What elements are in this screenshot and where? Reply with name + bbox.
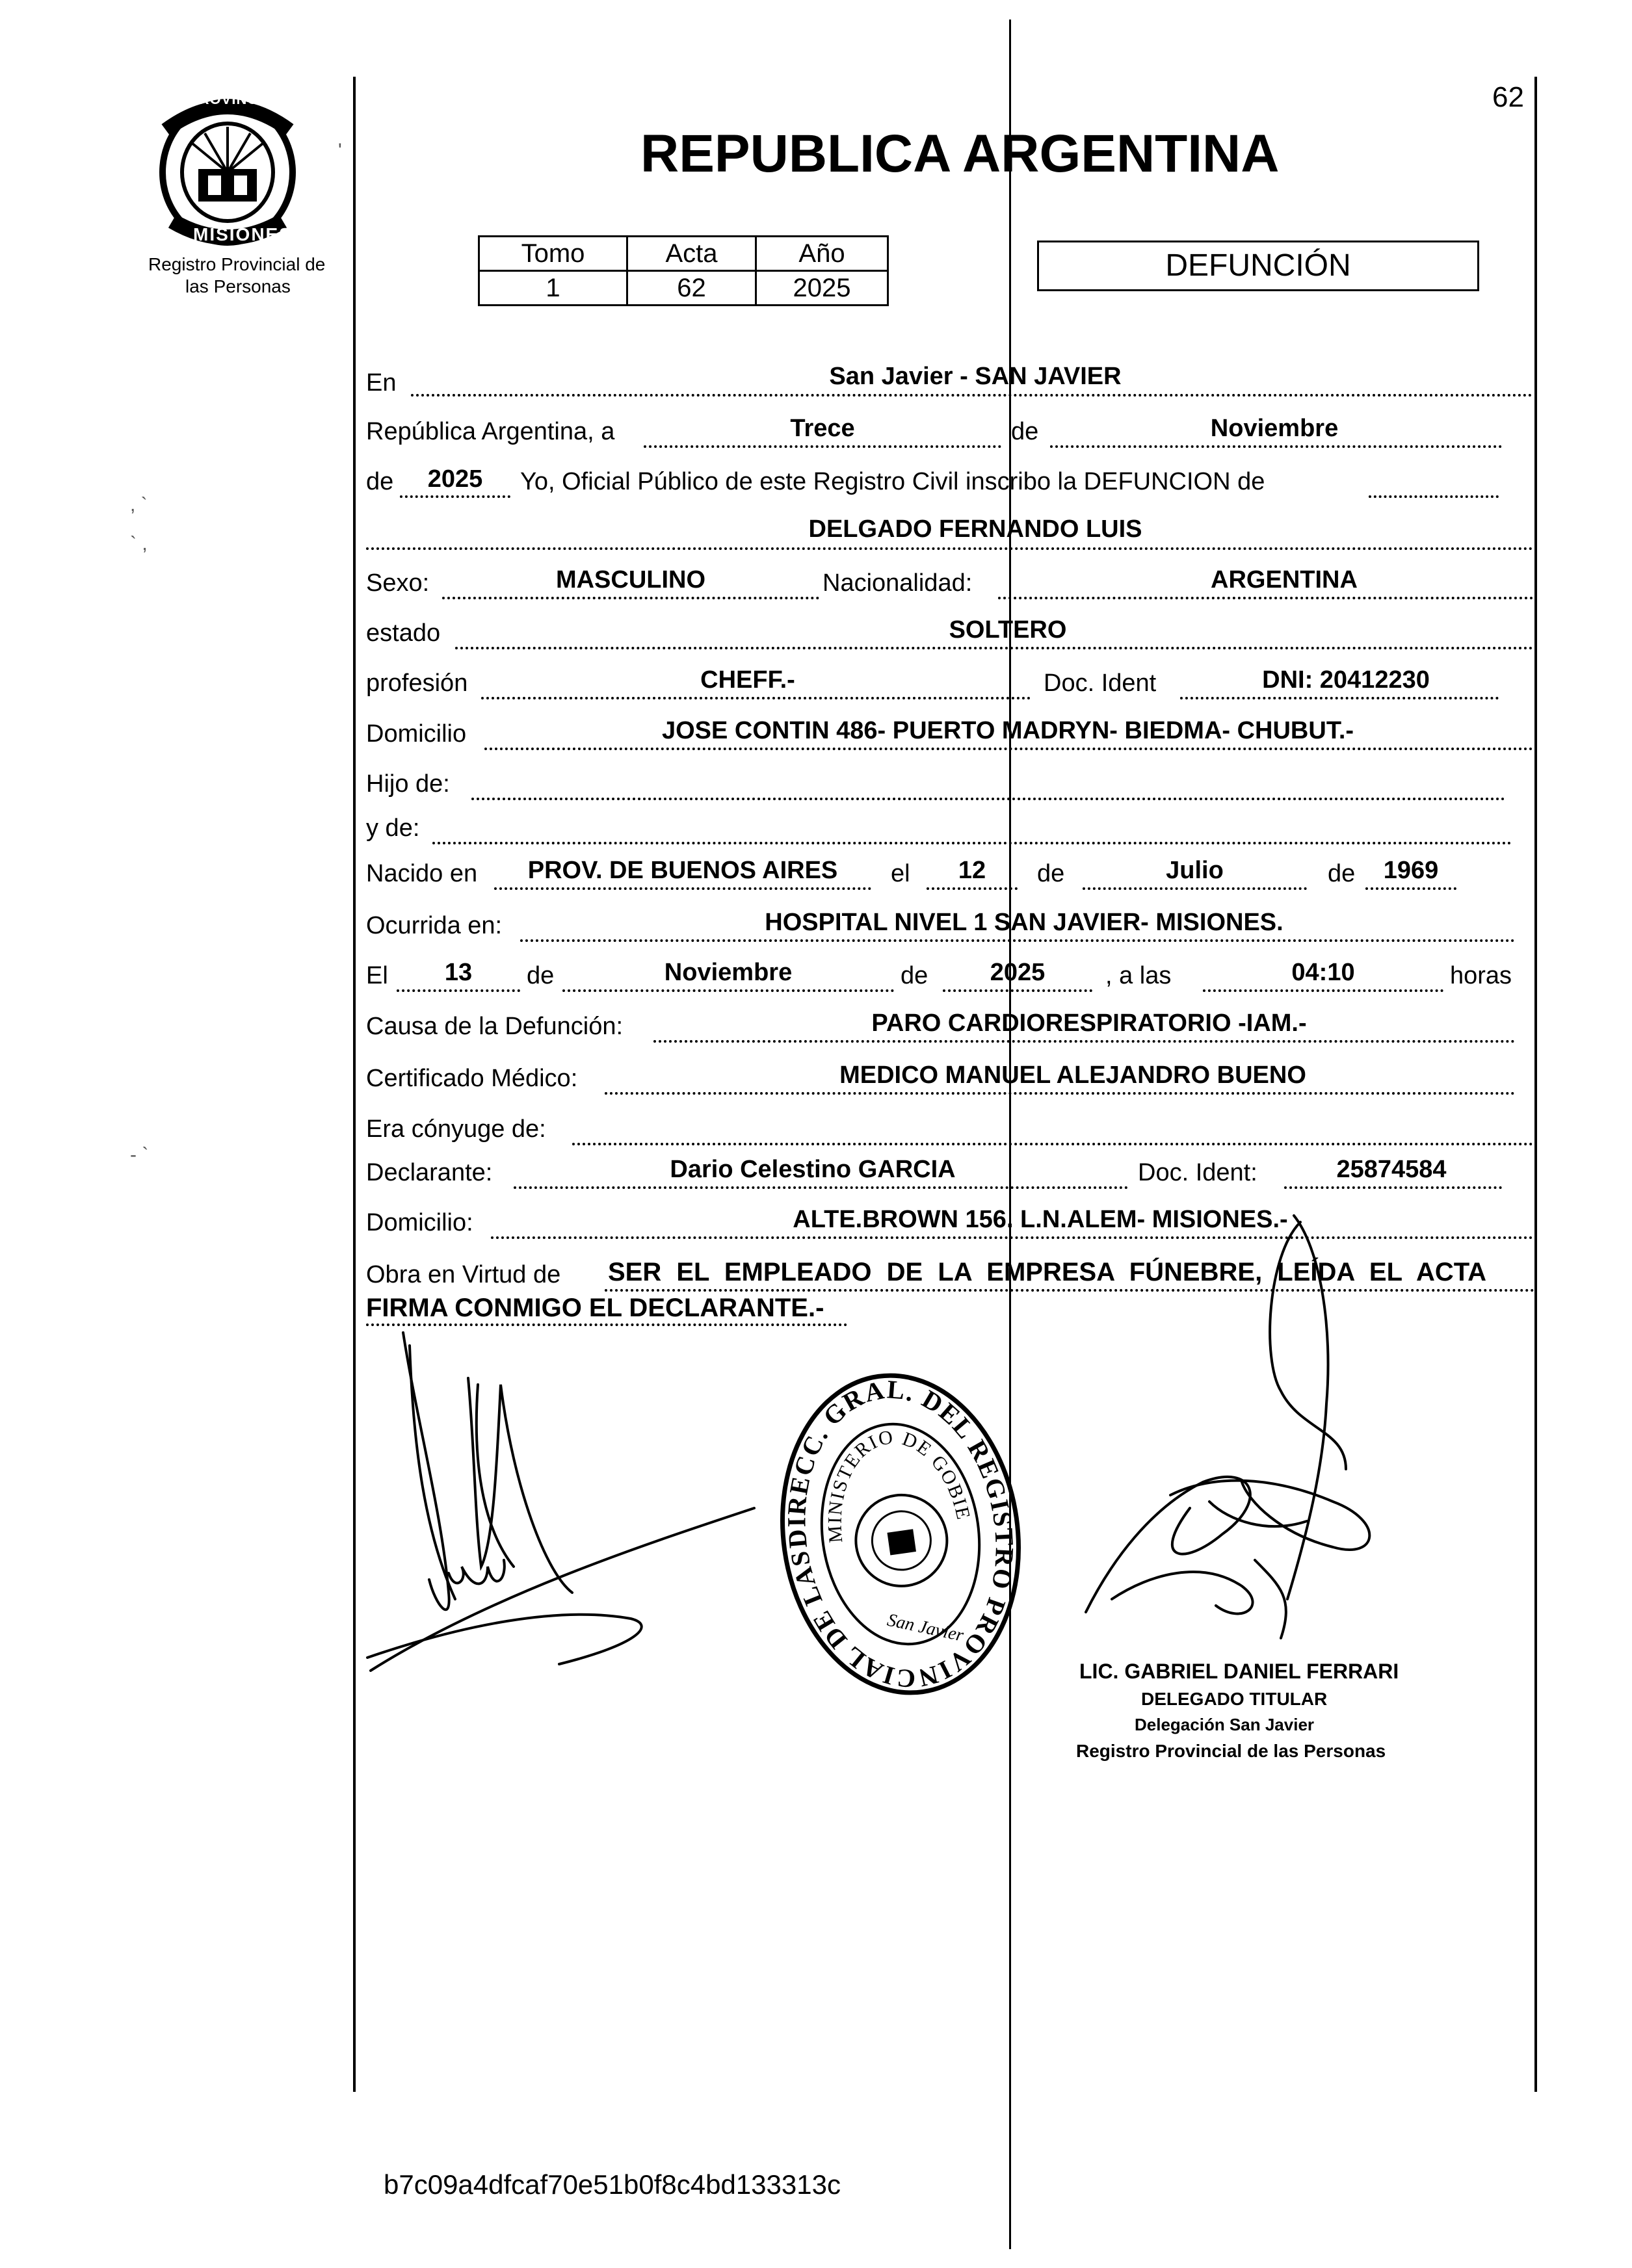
sexo-dotline xyxy=(442,597,819,599)
nacionalidad-dotline xyxy=(998,597,1533,599)
scan-mark: , ` xyxy=(130,494,148,515)
en-value: San Javier - SAN JAVIER xyxy=(829,363,1122,390)
doc-dotline xyxy=(1180,697,1499,699)
emblem-arc-top: PROVINCIA DE xyxy=(189,91,300,107)
acta-header-acta: Acta xyxy=(627,237,756,271)
deceased-name: DELGADO FERNANDO LUIS xyxy=(808,515,1142,543)
estado-value: SOLTERO xyxy=(949,616,1067,644)
estado-dotline xyxy=(455,647,1533,649)
center-fold-line xyxy=(1009,20,1011,2249)
official-signature xyxy=(1073,1196,1398,1664)
en-label: En xyxy=(366,369,397,397)
nacionalidad-label: Nacionalidad: xyxy=(823,569,973,597)
acta-header-anio: Año xyxy=(756,237,888,271)
emblem-arc-bottom: MISIONES xyxy=(193,224,293,244)
day-value: Trece xyxy=(790,415,855,442)
ocurrida-dotline xyxy=(520,939,1515,942)
yo-dotline xyxy=(1369,495,1499,498)
acta-table xyxy=(478,235,889,306)
death-time: 04:10 xyxy=(1291,959,1355,986)
domicilio-label: Domicilio xyxy=(366,720,467,748)
official-registry: Registro Provincial de las Personas xyxy=(1076,1741,1386,1761)
sexo-label: Sexo: xyxy=(366,569,430,597)
name-dotline xyxy=(366,547,1533,550)
nacido-year: 1969 xyxy=(1383,857,1439,884)
registry-label-line1: Registro Provincial de xyxy=(148,254,326,274)
nacido-day: 12 xyxy=(958,857,986,884)
obra-label: Obra en Virtud de xyxy=(366,1261,561,1288)
document-type: DEFUNCIÓN xyxy=(1165,248,1351,283)
doc2-value: 25874584 xyxy=(1336,1156,1447,1183)
death-time-dotline xyxy=(1203,989,1443,992)
nacido-month: Julio xyxy=(1166,857,1224,884)
nacido-place-dotline xyxy=(494,887,871,890)
year-value: 2025 xyxy=(427,465,483,493)
nacionalidad-value: ARGENTINA xyxy=(1211,566,1358,593)
scan-mark: - ` xyxy=(130,1144,149,1166)
alas-label: , a las xyxy=(1105,962,1172,989)
declarante-label: Declarante: xyxy=(366,1159,493,1186)
official-title: DELEGADO TITULAR xyxy=(1141,1689,1328,1709)
official-office: Delegación San Javier xyxy=(1135,1715,1315,1734)
certificado-label: Certificado Médico: xyxy=(366,1065,578,1092)
nacido-place: PROV. DE BUENOS AIRES xyxy=(527,857,838,884)
death-day-dotline xyxy=(397,989,520,992)
profesion-dotline xyxy=(481,697,1031,699)
yo-text: Yo, Oficial Público de este Registro Civil inscribo la DEFUNCION de xyxy=(520,468,1265,495)
causa-label: Causa de la Defunción: xyxy=(366,1013,624,1040)
month-value: Noviembre xyxy=(1210,415,1339,442)
doc-label: Doc. Ident xyxy=(1044,670,1157,697)
causa-value: PARO CARDIORESPIRATORIO -IAM.- xyxy=(871,1010,1307,1037)
el-label: el xyxy=(891,860,910,887)
de4-label: de xyxy=(1328,860,1356,887)
hijo-dotline xyxy=(471,798,1505,800)
profesion-label: profesión xyxy=(366,670,468,697)
left-margin-rule xyxy=(353,77,356,2092)
scan-mark: ' xyxy=(338,140,342,161)
acta-value-anio: 2025 xyxy=(756,271,888,306)
estado-label: estado xyxy=(366,619,441,647)
document-hash: b7c09a4dfcaf70e51b0f8c4bd133313c xyxy=(384,2169,841,2200)
official-seal xyxy=(770,1365,1031,1703)
page-title: REPUBLICA ARGENTINA xyxy=(640,124,1280,183)
acta-value-tomo: 1 xyxy=(479,271,627,306)
horas-label: horas xyxy=(1450,962,1512,989)
nacido-month-dotline xyxy=(1083,887,1307,890)
death-month-dotline xyxy=(562,989,894,992)
en-dotline xyxy=(411,394,1533,397)
acta-header-tomo: Tomo xyxy=(479,237,627,271)
obra-value-line2: FIRMA CONMIGO EL DECLARANTE.- xyxy=(366,1294,824,1322)
el2-label: El xyxy=(366,962,388,989)
ocurrida-value: HOSPITAL NIVEL 1 SAN JAVIER- MISIONES. xyxy=(765,909,1283,936)
sexo-value: MASCULINO xyxy=(555,566,706,593)
republica-label: República Argentina, a xyxy=(366,418,615,445)
seal-city-text: San Javier xyxy=(885,1610,966,1646)
certificado-value: MEDICO MANUEL ALEJANDRO BUENO xyxy=(839,1062,1306,1089)
right-margin-rule xyxy=(1534,77,1537,2092)
conyuge-label: Era cónyuge de: xyxy=(366,1115,546,1143)
domicilio-dotline xyxy=(484,748,1533,750)
causa-dotline xyxy=(653,1040,1515,1043)
profesion-value: CHEFF.- xyxy=(700,666,795,694)
nacido-day-dotline xyxy=(927,887,1018,890)
domicilio2-value: ALTE.BROWN 156. L.N.ALEM- MISIONES.- xyxy=(793,1206,1288,1233)
domicilio2-label: Domicilio: xyxy=(366,1209,473,1236)
yde-label: y de: xyxy=(366,815,420,842)
month-dotline xyxy=(1050,445,1502,448)
nacido-year-dotline xyxy=(1365,887,1456,890)
scan-mark: ` , xyxy=(130,533,148,554)
de-label: de xyxy=(1011,418,1039,445)
death-year: 2025 xyxy=(990,959,1046,986)
domicilio-value: JOSE CONTIN 486- PUERTO MADRYN- BIEDMA- CHUBUT.- xyxy=(661,717,1354,744)
death-month: Noviembre xyxy=(664,959,793,986)
doc2-label: Doc. Ident: xyxy=(1138,1159,1257,1186)
acta-value-acta: 62 xyxy=(627,271,756,306)
obra-value-line1: SER EL EMPLEADO DE LA EMPRESA FÚNEBRE, LEÍDA EL ACTA xyxy=(608,1258,1487,1286)
registry-label-line2: las Personas xyxy=(185,276,291,296)
declarante-dotline xyxy=(514,1186,1128,1189)
doc2-dotline xyxy=(1284,1186,1502,1189)
page-number: 62 xyxy=(1492,81,1524,113)
province-emblem xyxy=(153,91,302,247)
year-dotline xyxy=(400,495,510,498)
de6-label: de xyxy=(901,962,928,989)
de5-label: de xyxy=(527,962,555,989)
conyuge-dotline xyxy=(572,1143,1533,1145)
declarante-value: Dario Celestino GARCIA xyxy=(670,1156,956,1183)
nacido-label: Nacido en xyxy=(366,860,478,887)
ocurrida-label: Ocurrida en: xyxy=(366,912,503,939)
certificado-dotline xyxy=(605,1092,1515,1095)
doc-value: DNI: 20412230 xyxy=(1262,666,1430,694)
hijo-label: Hijo de: xyxy=(366,770,450,798)
seal-inner-text: MINISTERIO DE GOBIERNO xyxy=(824,1426,975,1544)
de2-label: de xyxy=(366,468,394,495)
death-day: 13 xyxy=(444,959,473,986)
death-year-dotline xyxy=(943,989,1092,992)
yde-dotline xyxy=(432,842,1512,844)
declarant-signature xyxy=(364,1320,767,1723)
official-name: LIC. GABRIEL DANIEL FERRARI xyxy=(1079,1660,1399,1683)
de3-label: de xyxy=(1037,860,1065,887)
seal-outer-text: DIRECC. GRAL. DEL REGISTRO PROVINCIAL DE LAS xyxy=(782,1374,1020,1694)
document-type-box xyxy=(1037,241,1479,291)
day-dotline xyxy=(644,445,1001,448)
